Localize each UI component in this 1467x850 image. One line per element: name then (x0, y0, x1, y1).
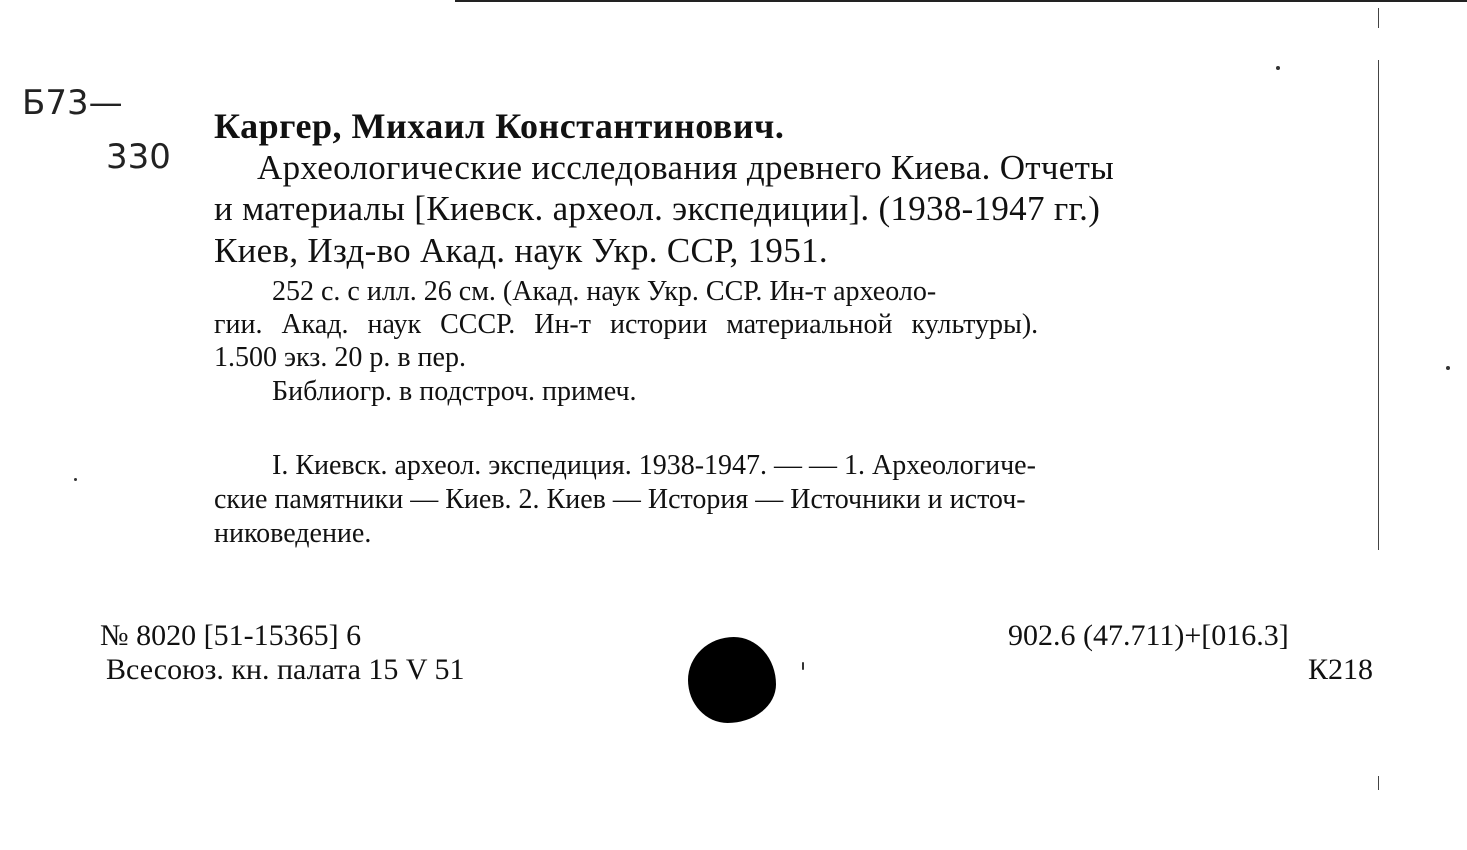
author-heading: Каргер, Михаил Константинович. (214, 106, 785, 146)
title-line-1: Археологические исследования древнего Киева. Отчеты (257, 148, 1115, 187)
card-number: № 8020 [51-15365] 6 (100, 619, 362, 652)
author-mark: К218 (1308, 653, 1374, 686)
call-number-line1: Б73— (22, 83, 123, 123)
card-top-edge (455, 0, 1467, 2)
card-right-edge-mark (1378, 8, 1379, 28)
description-line-2: гии. Акад. наук СССР. Ин-т истории материальной культуры). (214, 309, 1039, 340)
title-line-3: Киев, Изд-во Акад. наук Укр. ССР, 1951. (214, 231, 828, 270)
subjects-line-1: I. Киевск. археол. экспедиция. 1938-1947. — — 1. Археологиче- (272, 450, 1036, 481)
card-right-edge (1378, 60, 1379, 550)
description-line-1: 252 с. с илл. 26 см. (Акад. наук Укр. ССР. Ин-т археоло- (272, 276, 937, 307)
card-right-edge-mark (1378, 776, 1379, 790)
subjects-line-2: ские памятники — Киев. 2. Киев — История — Источники и источ- (214, 484, 1026, 515)
book-chamber: Всесоюз. кн. палата 15 V 51 (106, 653, 465, 686)
classification-index: 902.6 (47.711)+[016.3] (1008, 619, 1289, 652)
speck (1446, 366, 1450, 370)
speck (74, 478, 77, 481)
speck (1276, 66, 1280, 70)
subjects-line-3: никоведение. (214, 518, 372, 549)
bibliography-note: Библиогр. в подстроч. примеч. (272, 376, 637, 407)
ink-blot (688, 637, 776, 723)
title-line-2: и материалы [Киевск. археол. экспедиции]. (1938-1947 гг.) (214, 189, 1101, 228)
description-line-3: 1.500 экз. 20 р. в пер. (214, 342, 466, 373)
call-number-line2: 330 (106, 137, 171, 177)
speck (802, 662, 804, 670)
